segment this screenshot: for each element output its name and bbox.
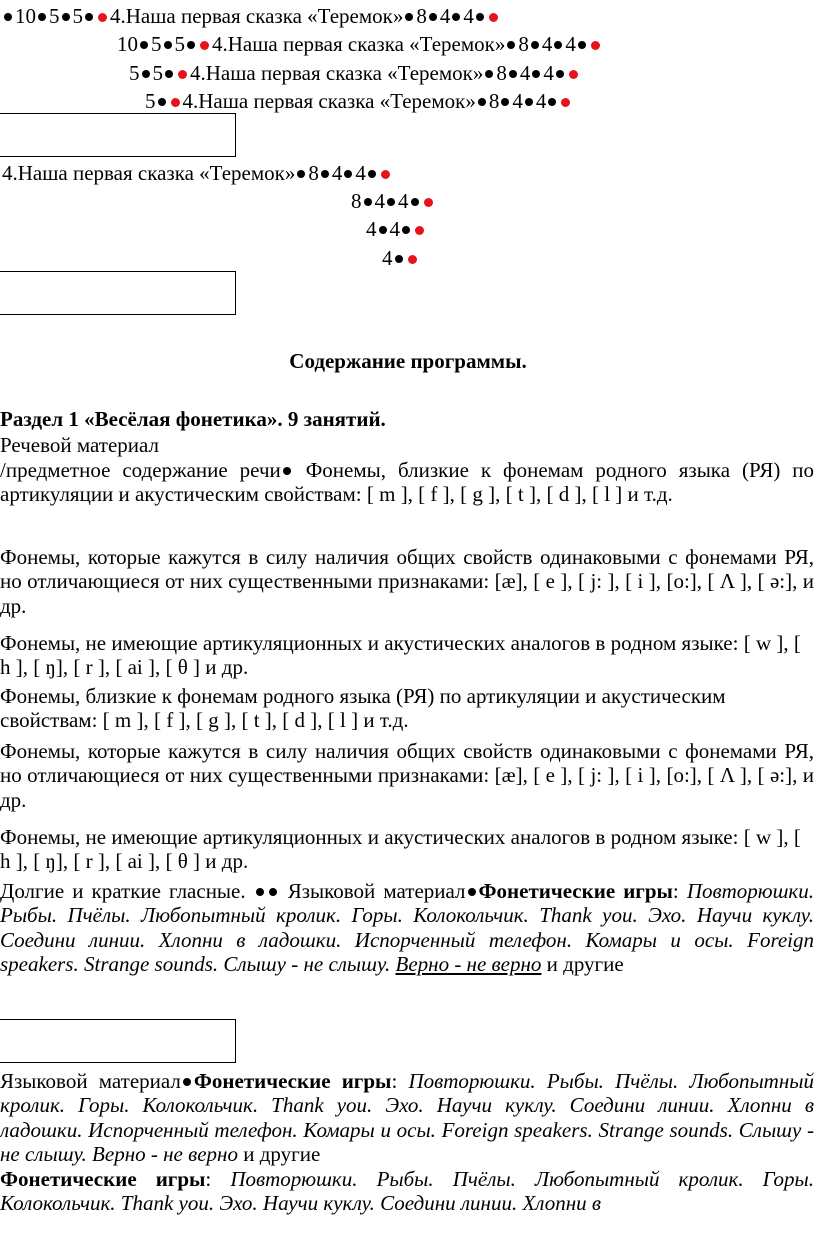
red-bullet-icon (98, 13, 107, 22)
bullet-icon (368, 170, 376, 178)
bullet-icon (395, 255, 403, 263)
bullet-icon (142, 70, 150, 78)
red-bullet-icon (200, 41, 209, 50)
bullet-icon (379, 226, 387, 234)
header-line-8: 4 (382, 246, 420, 270)
bullet-icon (4, 13, 12, 21)
bullet-icon (256, 888, 264, 896)
bullet-icon (532, 70, 540, 78)
header-line-6: 8 4 4 (351, 189, 436, 213)
bullet-icon (165, 70, 173, 78)
bullet-icon (364, 198, 372, 206)
lesson-title: 4.Наша первая сказка «Теремок» (2, 161, 296, 185)
bullet-icon (531, 41, 539, 49)
red-bullet-icon (415, 226, 424, 235)
lesson-title: 4.Наша первая сказка «Теремок» (212, 32, 506, 56)
empty-frame (0, 113, 236, 157)
empty-frame (0, 271, 236, 315)
lesson-title: 4.Наша первая сказка «Теремок» (182, 89, 476, 113)
bullet-icon (140, 41, 148, 49)
header-line-3: 5 5 4.Наша первая сказка «Теремок» 8 4 4 (129, 61, 581, 85)
red-bullet-icon (489, 13, 498, 22)
bullet-icon (476, 13, 484, 21)
bullet-icon (509, 70, 517, 78)
red-bullet-icon (569, 70, 578, 79)
paragraph-7: Долгие и краткие гласные. Языковой материал Фонетические игры: Повторюшки. Рыбы. Пчёлы. Любопытный кролик. Горы. Колокольчик. Thank you. Эхо. Научи куклу. Соедини линии. Хлопни в ладошки. Испорченный телефон. Комары и осы. Foreign speakers. Strange sounds. Слышу - не слышу. Верно - не верно и другие (0, 879, 814, 977)
games-list: Повторюшки. Рыбы. Пчёлы. Любопытный кролик. Горы. Колокольчик. Thank you. Эхо. Научи куклу. Соедини линии. Хлопни в ладошки. Испорченный телефон. Комары и осы. Foreign speakers. Strange sounds. Слышу - не слышу. (0, 879, 814, 977)
paragraph-1: /предметное содержание речи Фонемы, близкие к фонемам родного языка (РЯ) по артикуляции и акустическим свойствам: [ m ], [ f ], [ g ], [ t ], [ d ], [ l ] и т.д. (0, 458, 815, 507)
bullet-icon (62, 13, 70, 21)
bullet-icon (548, 98, 556, 106)
red-bullet-icon (178, 70, 187, 79)
games-last: Верно - не верно (92, 1142, 238, 1167)
bullet-icon (478, 98, 486, 106)
section-title: Содержание программы. (289, 349, 527, 373)
games-list: Повторюшки. Рыбы. Пчёлы. Любопытный кролик. Горы. Колокольчик. Thank you. Эхо. Научи куклу. Соедини линии. Хлопни в ладошки. Испорченный телефон. Комары и осы. Foreign speakers. Strange sounds. Слышу - не слышу. (0, 1069, 814, 1167)
bullet-icon (554, 41, 562, 49)
bullet-icon (387, 198, 395, 206)
bullet-icon (297, 170, 305, 178)
red-bullet-icon (561, 98, 570, 107)
bullet-icon (283, 467, 291, 475)
red-bullet-icon (408, 255, 417, 264)
games-label: Фонетические игры (193, 1069, 392, 1093)
bullet-icon (411, 198, 419, 206)
bullet-icon (485, 70, 493, 78)
header-line-5: 4.Наша первая сказка «Теремок» 8 4 4 (2, 161, 393, 185)
bullet-icon (344, 170, 352, 178)
header-line-4: 5 4.Наша первая сказка «Теремок» 8 4 4 (145, 89, 573, 113)
paragraph-4: Фонемы, близкие к фонемам родного языка (РЯ) по артикуляции и акустическим свойствам: [ m ], [ f ], [ g ], [ t ], [ d ], [ l ] и т.д. (0, 684, 726, 733)
paragraph-6: Фонемы, не имеющие артикуляционных и акустических аналогов в родном языке: [ w ], [ h ], [ ŋ], [ r ], [ ai ], [ θ ] и др. (0, 825, 801, 874)
paragraph-2: Фонемы, которые кажутся в силу наличия общих свойств одинаковыми с фонемами РЯ, но отличающиеся от них существенными признаками: [æ], [ e ], [ j: ], [ i ], [o:], [ Λ ], [ ə:], и др. (0, 545, 814, 618)
bullet-icon (269, 888, 277, 896)
paragraph-3: Фонемы, не имеющие артикуляционных и акустических аналогов в родном языке: [ w ], [ h ], [ ŋ], [ r ], [ ai ], [ θ ] и др. (0, 631, 801, 680)
games-label: Фонетические игры (0, 1166, 206, 1191)
bullet-icon (525, 98, 533, 106)
paragraph-8: Языковой материал Фонетические игры: Повторюшки. Рыбы. Пчёлы. Любопытный кролик. Горы. Колокольчик. Thank you. Эхо. Научи куклу. Соедини линии. Хлопни в ладошки. Испорченный телефон. Комары и осы. Foreign speakers. Strange sounds. Слышу - не слышу. Верно - не верно и другие Фонетические игры: Повторюшки. Рыбы. Пчёлы. Любопытный кролик. Горы. Колокольчик. Thank you. Эхо. Научи куклу. Соедини линии. Хлопни в (0, 1069, 814, 1216)
games-list: Повторюшки. Рыбы. Пчёлы. Любопытный кролик. Горы. Колокольчик. Thank you. Эхо. Научи куклу. Соедини линии. Хлопни в (0, 1166, 814, 1216)
bullet-icon (452, 13, 460, 21)
header-line-1: 10 5 5 4.Наша первая сказка «Теремок» 8 4 4 (2, 4, 501, 28)
red-bullet-icon (171, 98, 180, 107)
bullet-icon (38, 13, 46, 21)
bullet-icon (468, 888, 476, 896)
lesson-title: 4.Наша первая сказка «Теремок» (190, 61, 484, 85)
bullet-icon (164, 41, 172, 49)
bullet-icon (507, 41, 515, 49)
bullet-icon (183, 1078, 191, 1086)
bullet-icon (158, 98, 166, 106)
section-heading: Раздел 1 «Весёлая фонетика». 9 занятий. (0, 407, 386, 431)
bullet-icon (405, 13, 413, 21)
bullet-icon (321, 170, 329, 178)
paragraph-5: Фонемы, которые кажутся в силу наличия общих свойств одинаковыми с фонемами РЯ, но отличающиеся от них существенными признаками: [æ], [ e ], [ j: ], [ i ], [o:], [ Λ ], [ ə:], и др. (0, 739, 814, 812)
bullet-icon (556, 70, 564, 78)
red-bullet-icon (381, 170, 390, 179)
empty-frame (0, 1019, 236, 1063)
bullet-icon (187, 41, 195, 49)
bullet-icon (501, 98, 509, 106)
header-line-2: 10 5 5 4.Наша первая сказка «Теремок» 8 4 4 (117, 32, 603, 56)
bullet-icon (578, 41, 586, 49)
games-label: Фонетические игры (478, 879, 673, 903)
speech-material-label: Речевой материал (0, 433, 159, 457)
lesson-title: 4.Наша первая сказка «Теремок» (110, 4, 404, 28)
bullet-icon (402, 226, 410, 234)
games-last: Верно - не верно (395, 952, 542, 977)
bullet-icon (85, 13, 93, 21)
header-line-7: 4 4 (366, 217, 427, 241)
red-bullet-icon (424, 198, 433, 207)
bullet-icon (429, 13, 437, 21)
red-bullet-icon (591, 41, 600, 50)
